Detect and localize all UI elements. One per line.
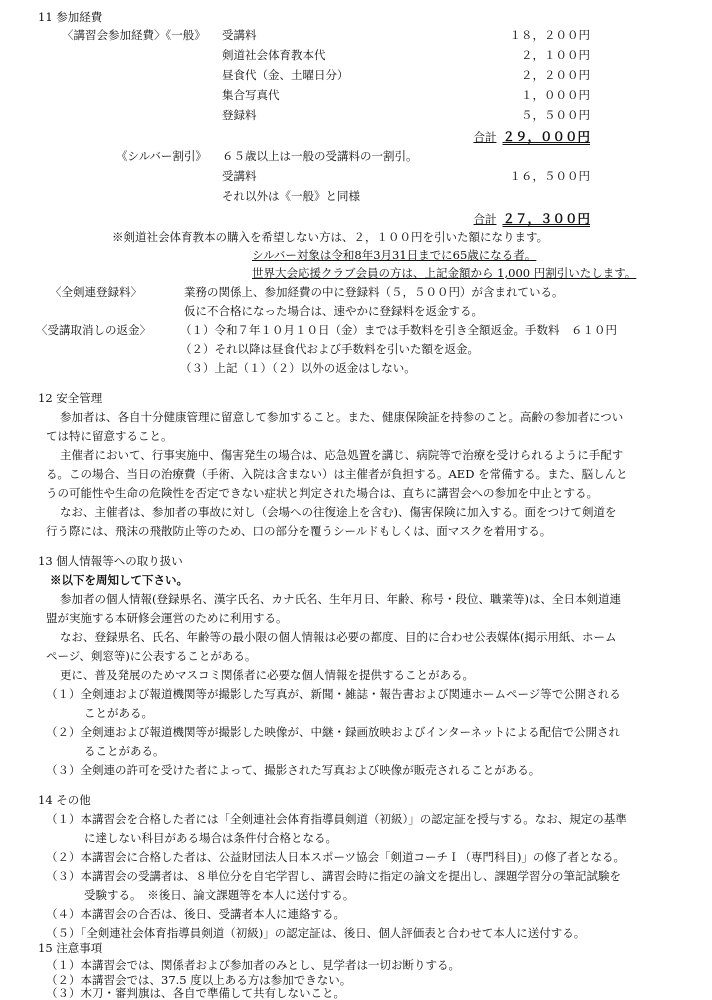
total-label: 合計 <box>473 212 497 226</box>
section-15-heading: 15 注意事項 <box>38 941 103 955</box>
section-12-heading: 12 安全管理 <box>38 391 103 405</box>
fee-label: 昼食代（金、土曜日分） <box>222 68 349 82</box>
fee-amount: １８，２００円 <box>509 28 590 42</box>
paragraph-line: 主催者において、行事実施中、傷害発生の場合は、応急処置を講じ、病院等で治療を受けられるように手配す <box>60 448 624 462</box>
note-textbook: ※剣道社会体育教本の購入を希望しない方は、２，１００円を引いた額になります。 <box>112 230 549 244</box>
fee-label: 登録料 <box>222 108 257 122</box>
paragraph-line: ページ、剣窓等)に公表することがある。 <box>46 649 257 663</box>
paragraph-line: 盟が実施する本研修会運営のために利用する。 <box>46 611 288 625</box>
silver-fee-label: 受講料 <box>222 169 257 183</box>
registration-label: 〈全剣連登録料〉 <box>50 285 142 299</box>
section-11-heading: 11 参加経費 <box>38 10 103 24</box>
paragraph-line: る。この場合、当日の治療費（手術、入院は含まない）は主催者が負担する。AED を常備する。また、脳しんと <box>46 467 628 481</box>
list-item: （２）全剣連および報道機関等が撮影した映像が、中継・録画放映およびインターネットによる配信で公開され <box>46 725 620 739</box>
list-item-continued: ことがある。 <box>84 706 153 720</box>
silver-note: ６５歳以上は一般の受講料の一割引。 <box>222 149 418 163</box>
list-item: （３）木刀・審判旗は、各自で準備して共有しないこと。 <box>46 986 345 1000</box>
total-general <box>473 131 590 144</box>
total-silver <box>473 213 590 226</box>
section-13-heading: 13 個人情報等への取り扱い <box>38 554 183 568</box>
fee-amount: ５，５００円 <box>521 108 590 122</box>
note-silver-eligibility: シルバー対象は令和8年3月31日までに65歳になる者。 <box>252 248 537 262</box>
paragraph-line: 参加者は、各自十分健康管理に留意して参加すること。また、健康保険証を持参のこと。高齢の参加者につい <box>60 410 624 424</box>
total-general-value: ２９，０００円 <box>502 129 590 144</box>
fee-amount: ２，２００円 <box>521 68 590 82</box>
total-label: 合計 <box>473 130 497 144</box>
fee-amount: ２，１００円 <box>521 48 590 62</box>
list-item: （１）本講習会では、関係者および参加者のみとし、見学者は一切お断りする。 <box>46 958 460 972</box>
refund-label: 〈受講取消しの返金〉 <box>36 323 151 337</box>
list-item: （２）本講習会に合格した者は、公益財団法人日本スポーツ協会「剣道コーチＩ（専門科目)」の修了者となる。 <box>46 850 626 864</box>
fee-amount: １，０００円 <box>521 88 590 102</box>
list-item: （４）本講習会の合否は、後日、受講者本人に連絡する。 <box>46 907 345 921</box>
list-item: （３）全剣連の許可を受けた者によって、撮影された写真および映像が販売されることがある。 <box>46 763 541 777</box>
refund-item: （２）それ以降は昼食代および手数料を引いた額を返金。 <box>180 342 479 356</box>
fee-label: 集合写真代 <box>222 88 280 102</box>
paragraph-line: なお、主催者は、参加者の事故に対し（会場への往復途上を含む)、傷害保険に加入する。面をつけて剣道を <box>60 505 617 519</box>
category-silver-label: 《シルバー割引》 <box>116 149 207 163</box>
paragraph-line: 更に、普及発展のためマスコミ関係者に必要な個人情報を提供することがある。 <box>60 668 474 682</box>
list-item: （５）「全剣連社会体育指導員剣道（初級)」の認定証は、後日、個人評価表と合わせて本人に送付する。 <box>46 926 586 940</box>
fee-label: 剣道社会体育教本代 <box>222 48 326 62</box>
paragraph-line: ては特に留意すること。 <box>46 429 173 443</box>
paragraph-line: なお、登録県名、氏名、年齢等の最小限の個人情報は必要の都度、目的に合わせ公表媒体(掲示用紙、ホーム <box>60 630 617 644</box>
list-item: （１）本講習会を合格した者には「全剣連社会体育指導員剣道（初級）」の認定証を授与する。なお、規定の基準 <box>46 812 627 826</box>
paragraph-line: うの可能性や生命の危険性を否定できない症状と判定された場合は、直ちに講習会への参加を中止とする。 <box>46 486 598 500</box>
category-general-label: 〈講習会参加経費〉《一般》 <box>62 28 206 42</box>
list-item: （２）本講習会では、37.5 度以上ある方は参加できない。 <box>46 973 352 987</box>
list-item-continued: ることがある。 <box>84 744 165 758</box>
list-item-continued: 受験する。 ※後日、論文課題等を本人に送付する。 <box>84 888 355 902</box>
paragraph-line: 参加者の個人情報(登録県名、漢字氏名、カナ氏名、生年月日、年齢、称号・段位、職業等)は、全日本剣道連 <box>60 592 621 606</box>
total-silver-value: ２７，３００円 <box>502 211 590 226</box>
refund-item: （１）令和７年１０月１０日（金）までは手数料を引き全額返金。手数料 ６１０円 <box>180 323 617 337</box>
list-item: （１）全剣連および報道機関等が撮影した写真が、新聞・雑誌・報告書および関連ホームページ等で公開される <box>46 687 621 701</box>
registration-text: 業務の関係上、参加経費の中に登録料（５，５００円）が含まれている。 <box>184 285 564 299</box>
refund-item: （３）上記（１）（２）以外の返金はしない。 <box>180 361 416 375</box>
paragraph-line: 行う際には、飛沫の飛散防止等のため、口の部分を覆うシールドもしくは、面マスクを着用する。 <box>46 524 552 538</box>
fee-label: 受講料 <box>222 28 257 42</box>
silver-fee-amount: １６，５００円 <box>509 169 590 183</box>
list-item: （３）本講習会の受講者は、８単位分を自宅学習し、講習会時に指定の論文を提出し、課題学習分の筆記試験を <box>46 869 621 883</box>
notice: ※以下を周知して下さい。 <box>50 573 188 587</box>
registration-text: 仮に不合格になった場合は、速やかに登録料を返金する。 <box>184 304 483 318</box>
section-14-heading: 14 その他 <box>38 793 91 807</box>
silver-other: それ以外は《一般》と同様 <box>222 189 360 203</box>
list-item-continued: に達しない科目がある場合は条件付合格となる。 <box>84 831 337 845</box>
note-club-discount: 世界大会応援クラブ会員の方は、上記金額から 1,000 円割引いたします。 <box>252 266 637 280</box>
